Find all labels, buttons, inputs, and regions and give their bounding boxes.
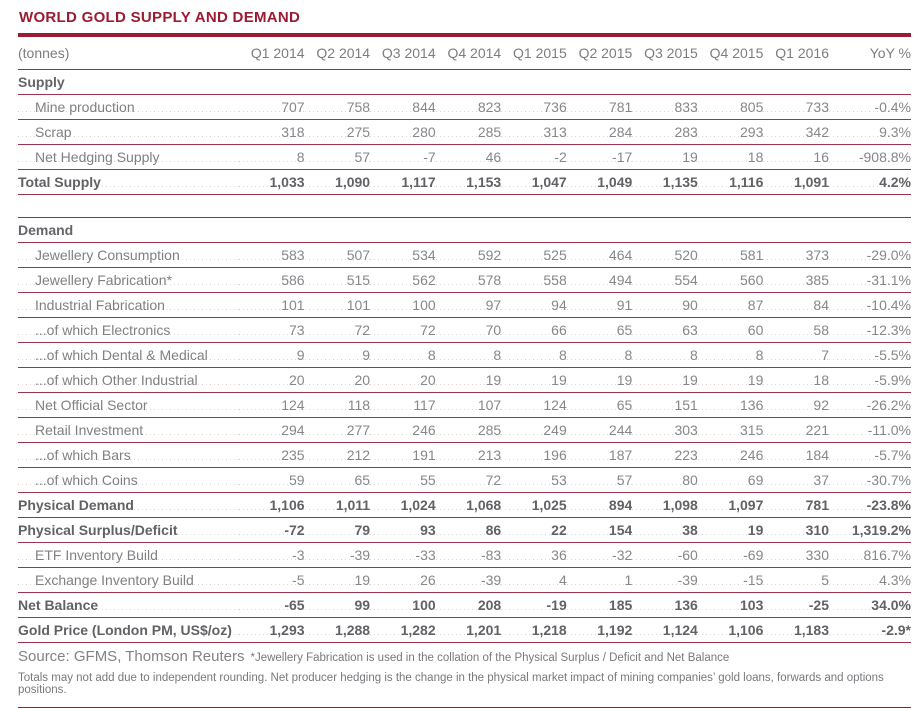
value-cell: 1,183: [763, 618, 829, 643]
value-cell: 38: [632, 518, 698, 543]
value-cell: -12.3%: [829, 318, 911, 343]
value-cell: 592: [436, 243, 502, 268]
row-label: Demand: [18, 222, 74, 238]
table-row: [18, 543, 911, 568]
value-cell: 244: [567, 418, 633, 443]
value-cell: 464: [567, 243, 633, 268]
value-cell: 80: [632, 468, 698, 493]
value-cell: 558: [501, 268, 567, 293]
value-cell: 1,097: [698, 493, 764, 518]
column-header: Q3 2015: [632, 37, 698, 70]
value-cell: -83: [436, 543, 502, 568]
value-cell: 19: [632, 368, 698, 393]
value-cell: 65: [567, 318, 633, 343]
table-row: [18, 368, 911, 393]
value-cell: 103: [698, 593, 764, 618]
value-cell: 72: [305, 318, 371, 343]
spacer-cell: [18, 195, 911, 218]
value-cell: -5.9%: [829, 368, 911, 393]
row-label: ...of which Other Industrial: [18, 368, 239, 393]
value-cell: 100: [370, 593, 436, 618]
value-cell: -26.2%: [829, 393, 911, 418]
page-title: WORLD GOLD SUPPLY AND DEMAND: [19, 9, 301, 26]
value-cell: 79: [305, 518, 371, 543]
value-cell: -5.7%: [829, 443, 911, 468]
value-cell: [501, 218, 567, 243]
value-cell: [632, 70, 698, 95]
value-cell: -0.4%: [829, 95, 911, 120]
value-cell: -32: [567, 543, 633, 568]
value-cell: 515: [305, 268, 371, 293]
value-cell: 9.3%: [829, 120, 911, 145]
value-cell: 154: [567, 518, 633, 543]
value-cell: 246: [698, 443, 764, 468]
report-page: [0, 9, 921, 708]
value-cell: 781: [763, 493, 829, 518]
table-row: [18, 443, 911, 468]
value-cell: 8: [370, 343, 436, 368]
row-label: ...of which Electronics: [18, 318, 239, 343]
table-row: [18, 95, 911, 120]
value-cell: 86: [436, 518, 502, 543]
value-cell: [763, 70, 829, 95]
value-cell: [239, 218, 305, 243]
value-cell: 53: [501, 468, 567, 493]
value-cell: 525: [501, 243, 567, 268]
value-cell: 736: [501, 95, 567, 120]
row-label: Physical Demand: [18, 493, 239, 518]
value-cell: 315: [698, 418, 764, 443]
value-cell: 99: [305, 593, 371, 618]
column-header: Q2 2015: [567, 37, 633, 70]
table-row: [18, 70, 911, 95]
value-cell: 213: [436, 443, 502, 468]
value-cell: 4.2%: [829, 170, 911, 195]
table-row: [18, 293, 911, 318]
table-row: [18, 318, 911, 343]
value-cell: [370, 70, 436, 95]
value-cell: 221: [763, 418, 829, 443]
value-cell: 1,135: [632, 170, 698, 195]
value-cell: 20: [305, 368, 371, 393]
value-cell: -29.0%: [829, 243, 911, 268]
table-row: [18, 170, 911, 195]
row-label: Jewellery Fabrication*: [18, 268, 239, 293]
row-label: Net Balance: [18, 593, 239, 618]
value-cell: 57: [567, 468, 633, 493]
value-cell: -25: [763, 593, 829, 618]
table-row: [18, 195, 911, 218]
value-cell: -69: [698, 543, 764, 568]
value-cell: 16: [763, 145, 829, 170]
value-cell: 59: [239, 468, 305, 493]
value-cell: 823: [436, 95, 502, 120]
row-label: Scrap: [18, 120, 239, 145]
value-cell: 586: [239, 268, 305, 293]
value-cell: 69: [698, 468, 764, 493]
value-cell: [829, 218, 911, 243]
column-header: Q4 2015: [698, 37, 764, 70]
column-header: Q2 2014: [305, 37, 371, 70]
value-cell: 8: [632, 343, 698, 368]
row-label: ...of which Coins: [18, 468, 239, 493]
value-cell: 60: [698, 318, 764, 343]
table-row: [18, 568, 911, 593]
value-cell: 1,047: [501, 170, 567, 195]
value-cell: 20: [239, 368, 305, 393]
value-cell: -72: [239, 518, 305, 543]
value-cell: 303: [632, 418, 698, 443]
value-cell: -19: [501, 593, 567, 618]
value-cell: 70: [436, 318, 502, 343]
row-label: Exchange Inventory Build: [18, 568, 239, 593]
value-cell: 19: [698, 368, 764, 393]
value-cell: 20: [370, 368, 436, 393]
value-cell: 65: [567, 393, 633, 418]
value-cell: 63: [632, 318, 698, 343]
value-cell: 19: [436, 368, 502, 393]
row-label: Physical Surplus/Deficit: [18, 518, 239, 543]
value-cell: -39: [436, 568, 502, 593]
value-cell: 22: [501, 518, 567, 543]
value-cell: 1,106: [698, 618, 764, 643]
value-cell: 136: [698, 393, 764, 418]
value-cell: 5: [763, 568, 829, 593]
value-cell: 26: [370, 568, 436, 593]
value-cell: 1,116: [698, 170, 764, 195]
value-cell: 72: [370, 318, 436, 343]
value-cell: 4.3%: [829, 568, 911, 593]
value-cell: 294: [239, 418, 305, 443]
value-cell: -23.8%: [829, 493, 911, 518]
value-cell: 733: [763, 95, 829, 120]
value-cell: 196: [501, 443, 567, 468]
value-cell: 330: [763, 543, 829, 568]
value-cell: 92: [763, 393, 829, 418]
value-cell: 1,025: [501, 493, 567, 518]
row-label: ...of which Bars: [18, 443, 239, 468]
value-cell: 844: [370, 95, 436, 120]
column-header: Q1 2014: [239, 37, 305, 70]
value-cell: [436, 218, 502, 243]
value-cell: 313: [501, 120, 567, 145]
table-row: [18, 393, 911, 418]
table-row: [18, 468, 911, 493]
value-cell: [698, 70, 764, 95]
value-cell: 8: [501, 343, 567, 368]
value-cell: -39: [632, 568, 698, 593]
footnote-jewellery: *Jewellery Fabrication is used in the collation of the Physical Surplus / Deficit and Net Balance: [250, 652, 730, 664]
table-body: [18, 70, 911, 643]
value-cell: 318: [239, 120, 305, 145]
value-cell: [763, 218, 829, 243]
value-cell: 191: [370, 443, 436, 468]
value-cell: -2.9*: [829, 618, 911, 643]
footnote-totals: Totals may not add due to independent rounding. Net producer hedging is the change in the physical market impact of mining companies’ gold loans, forwards and options positions.: [18, 672, 884, 696]
row-label: Jewellery Consumption: [18, 243, 239, 268]
value-cell: 101: [305, 293, 371, 318]
value-cell: 275: [305, 120, 371, 145]
column-header: Q1 2015: [501, 37, 567, 70]
value-cell: 19: [305, 568, 371, 593]
value-cell: 107: [436, 393, 502, 418]
value-cell: -15: [698, 568, 764, 593]
value-cell: 72: [436, 468, 502, 493]
value-cell: 1,068: [436, 493, 502, 518]
value-cell: 833: [632, 95, 698, 120]
table-row: [18, 268, 911, 293]
row-label: ...of which Dental & Medical: [18, 343, 239, 368]
value-cell: -7: [370, 145, 436, 170]
value-cell: 19: [501, 368, 567, 393]
value-cell: 1,288: [305, 618, 371, 643]
value-cell: 9: [239, 343, 305, 368]
table-row: [18, 493, 911, 518]
value-cell: 84: [763, 293, 829, 318]
value-cell: 184: [763, 443, 829, 468]
value-cell: 58: [763, 318, 829, 343]
value-cell: 1,218: [501, 618, 567, 643]
value-cell: 8: [436, 343, 502, 368]
row-label: Mine production: [18, 95, 239, 120]
value-cell: [239, 70, 305, 95]
value-cell: 36: [501, 543, 567, 568]
value-cell: 1,293: [239, 618, 305, 643]
value-cell: 4: [501, 568, 567, 593]
value-cell: 554: [632, 268, 698, 293]
value-cell: 57: [305, 145, 371, 170]
value-cell: 208: [436, 593, 502, 618]
value-cell: 8: [567, 343, 633, 368]
value-cell: 1,117: [370, 170, 436, 195]
value-cell: 97: [436, 293, 502, 318]
value-cell: 187: [567, 443, 633, 468]
row-label: Net Hedging Supply: [18, 145, 239, 170]
table-row: [18, 145, 911, 170]
value-cell: 293: [698, 120, 764, 145]
value-cell: 562: [370, 268, 436, 293]
value-cell: [501, 70, 567, 95]
value-cell: -60: [632, 543, 698, 568]
value-cell: -30.7%: [829, 468, 911, 493]
value-cell: -33: [370, 543, 436, 568]
value-cell: 581: [698, 243, 764, 268]
value-cell: 235: [239, 443, 305, 468]
value-cell: 1,282: [370, 618, 436, 643]
table-footer: [18, 648, 911, 696]
value-cell: 8: [239, 145, 305, 170]
value-cell: 118: [305, 393, 371, 418]
value-cell: 1,011: [305, 493, 371, 518]
value-cell: 151: [632, 393, 698, 418]
value-cell: -2: [501, 145, 567, 170]
value-cell: 66: [501, 318, 567, 343]
value-cell: 494: [567, 268, 633, 293]
table-row: [18, 343, 911, 368]
table-row: [18, 243, 911, 268]
value-cell: 246: [370, 418, 436, 443]
value-cell: 94: [501, 293, 567, 318]
unit-label: (tonnes): [18, 37, 239, 70]
value-cell: 284: [567, 120, 633, 145]
value-cell: -11.0%: [829, 418, 911, 443]
value-cell: 707: [239, 95, 305, 120]
value-cell: 185: [567, 593, 633, 618]
value-cell: 1,033: [239, 170, 305, 195]
value-cell: 285: [436, 120, 502, 145]
value-cell: 87: [698, 293, 764, 318]
value-cell: 285: [436, 418, 502, 443]
row-label: Gold Price (London PM, US$/oz): [18, 618, 239, 643]
row-label: ETF Inventory Build: [18, 543, 239, 568]
value-cell: 91: [567, 293, 633, 318]
value-cell: 18: [698, 145, 764, 170]
value-cell: 805: [698, 95, 764, 120]
value-cell: 1: [567, 568, 633, 593]
value-cell: [632, 218, 698, 243]
value-cell: 310: [763, 518, 829, 543]
value-cell: [829, 70, 911, 95]
value-cell: 280: [370, 120, 436, 145]
value-cell: 1,106: [239, 493, 305, 518]
value-cell: 1,201: [436, 618, 502, 643]
value-cell: 65: [305, 468, 371, 493]
value-cell: 1,124: [632, 618, 698, 643]
value-cell: 583: [239, 243, 305, 268]
table-header: [18, 37, 911, 70]
table-row: [18, 418, 911, 443]
value-cell: -65: [239, 593, 305, 618]
column-header: Q3 2014: [370, 37, 436, 70]
value-cell: 781: [567, 95, 633, 120]
column-header: Q4 2014: [436, 37, 502, 70]
row-label: Supply: [18, 74, 65, 90]
value-cell: 894: [567, 493, 633, 518]
row-label: Retail Investment: [18, 418, 239, 443]
row-label: Industrial Fabrication: [18, 293, 239, 318]
value-cell: -908.8%: [829, 145, 911, 170]
table-row: [18, 618, 911, 643]
table-row: [18, 593, 911, 618]
value-cell: [305, 218, 371, 243]
value-cell: 212: [305, 443, 371, 468]
value-cell: 1,153: [436, 170, 502, 195]
value-cell: 1,319.2%: [829, 518, 911, 543]
value-cell: 534: [370, 243, 436, 268]
value-cell: -5.5%: [829, 343, 911, 368]
column-header: Q1 2016: [763, 37, 829, 70]
value-cell: 34.0%: [829, 593, 911, 618]
value-cell: 342: [763, 120, 829, 145]
value-cell: 90: [632, 293, 698, 318]
value-cell: 1,098: [632, 493, 698, 518]
column-header: YoY %: [829, 37, 911, 70]
value-cell: 124: [239, 393, 305, 418]
value-cell: -3: [239, 543, 305, 568]
value-cell: 507: [305, 243, 371, 268]
value-cell: [305, 70, 371, 95]
value-cell: 46: [436, 145, 502, 170]
row-label: Net Official Sector: [18, 393, 239, 418]
value-cell: 9: [305, 343, 371, 368]
value-cell: 101: [239, 293, 305, 318]
value-cell: 578: [436, 268, 502, 293]
value-cell: 1,024: [370, 493, 436, 518]
value-cell: [370, 218, 436, 243]
value-cell: 19: [632, 145, 698, 170]
value-cell: -17: [567, 145, 633, 170]
table-row: [18, 120, 911, 145]
value-cell: 758: [305, 95, 371, 120]
value-cell: 1,049: [567, 170, 633, 195]
column-header-row: [18, 37, 911, 70]
value-cell: 277: [305, 418, 371, 443]
value-cell: 373: [763, 243, 829, 268]
value-cell: 73: [239, 318, 305, 343]
value-cell: 816.7%: [829, 543, 911, 568]
table-row: [18, 218, 911, 243]
value-cell: 560: [698, 268, 764, 293]
value-cell: 18: [763, 368, 829, 393]
value-cell: [436, 70, 502, 95]
value-cell: -39: [305, 543, 371, 568]
value-cell: 100: [370, 293, 436, 318]
value-cell: 1,091: [763, 170, 829, 195]
value-cell: 19: [567, 368, 633, 393]
value-cell: 93: [370, 518, 436, 543]
value-cell: 8: [698, 343, 764, 368]
row-label: Total Supply: [18, 170, 239, 195]
value-cell: -10.4%: [829, 293, 911, 318]
value-cell: 55: [370, 468, 436, 493]
value-cell: -5: [239, 568, 305, 593]
value-cell: 249: [501, 418, 567, 443]
value-cell: [567, 218, 633, 243]
value-cell: 223: [632, 443, 698, 468]
value-cell: 385: [763, 268, 829, 293]
source-text: Source: GFMS, Thomson Reuters: [18, 648, 245, 665]
value-cell: 19: [698, 518, 764, 543]
value-cell: [567, 70, 633, 95]
value-cell: 37: [763, 468, 829, 493]
value-cell: 117: [370, 393, 436, 418]
value-cell: -31.1%: [829, 268, 911, 293]
value-cell: 136: [632, 593, 698, 618]
value-cell: 520: [632, 243, 698, 268]
value-cell: [698, 218, 764, 243]
value-cell: 283: [632, 120, 698, 145]
value-cell: 1,090: [305, 170, 371, 195]
value-cell: 124: [501, 393, 567, 418]
gold-supply-demand-table: [18, 37, 911, 643]
value-cell: 1,192: [567, 618, 633, 643]
table-row: [18, 518, 911, 543]
value-cell: 7: [763, 343, 829, 368]
